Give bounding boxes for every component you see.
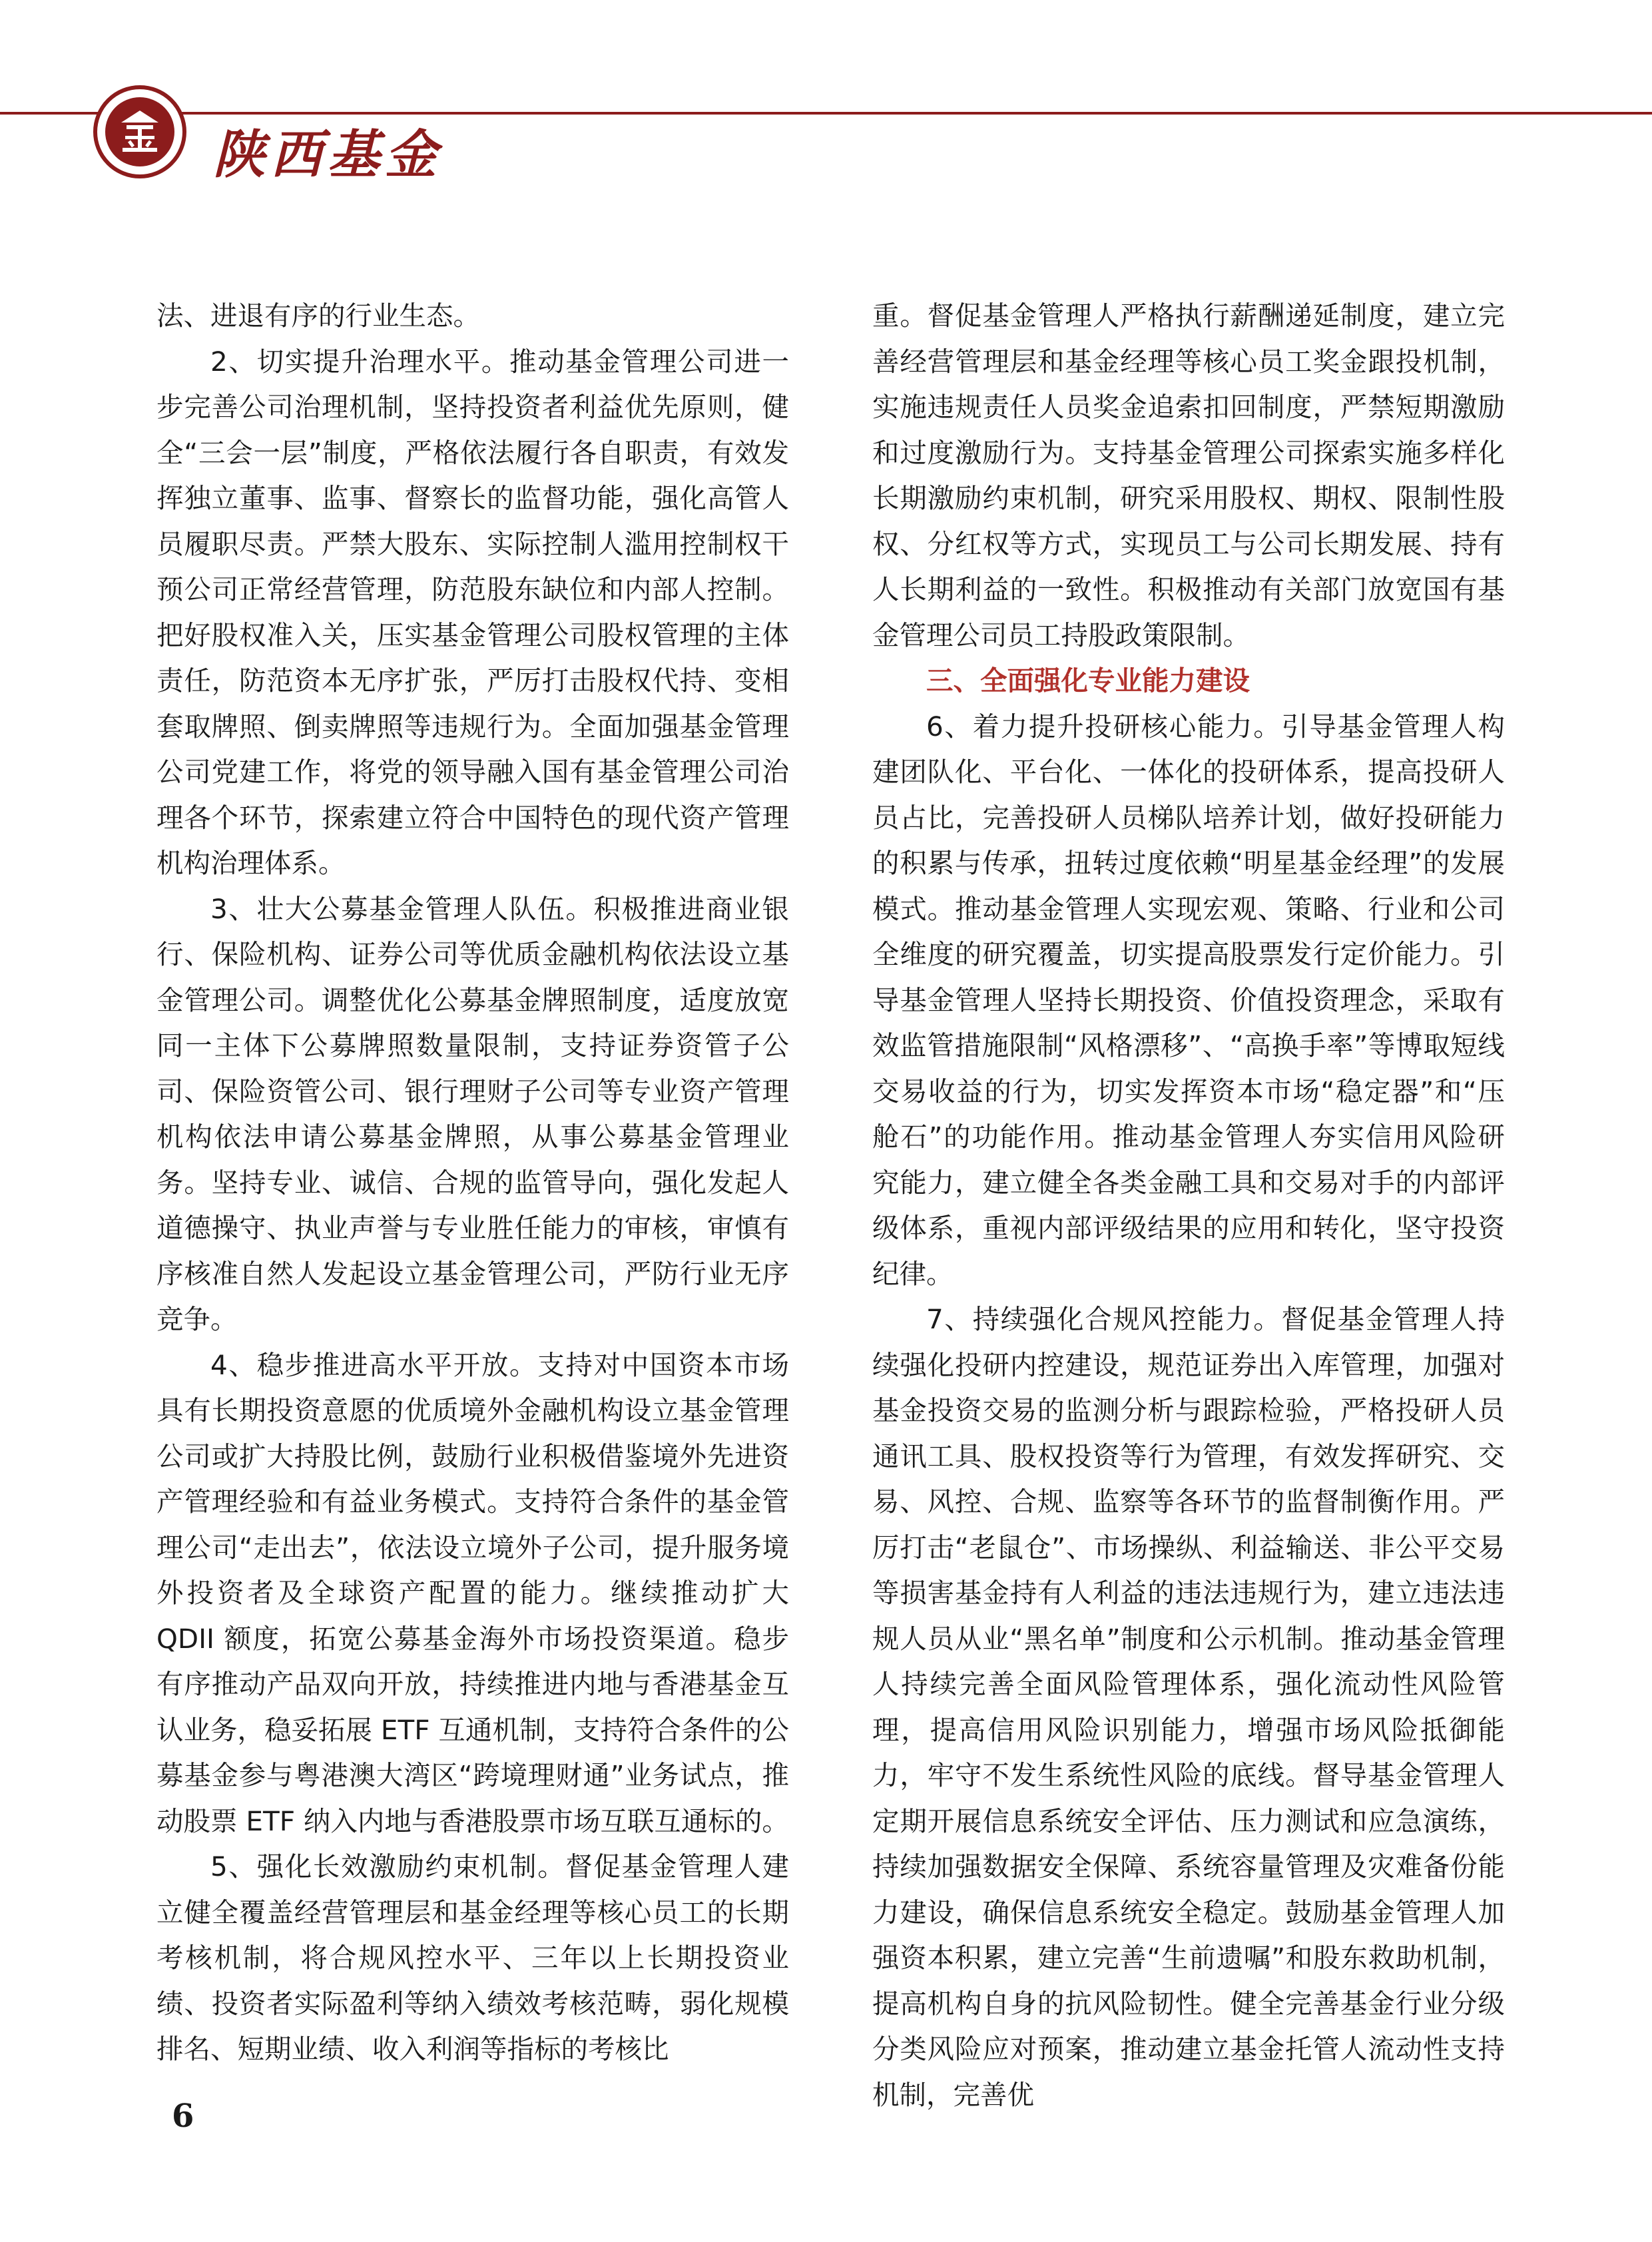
right-column (872, 293, 1505, 2117)
paragraph-item-4: 4、稳步推进高水平开放。支持对中国资本市场具有长期投资意愿的优质境外金融机构设立基金管理公司或扩大持股比例，鼓励行业积极借鉴境外先进资产管理经验和有益业务模式。支持符合条件的基金管理公司“走出去”，依法设立境外子公司，提升服务境外投资者及全球资产配置的能力。继续推动扩大 QDII 额度，拓宽公募基金海外市场投资渠道。稳步有序推动产品双向开放，持续推进内地与香港基金互认业务，稳妥拓展 ETF 互通机制，支持符合条件的公募基金参与粤港澳大湾区“跨境理财通”业务试点，推动股票 ETF 纳入内地与香港股票市场互联互通标的。 (156, 1348, 789, 1837)
section-heading: 三、全面强化专业能力建设 (926, 665, 1250, 697)
paragraph-item-7: 7、持续强化合规风控能力。督促基金管理人持续强化投研内控建设，规范证券出入库管理，加强对基金投资交易的监测分析与跟踪检验，严格投研人员通讯工具、股权投资等行为管理，有效发挥研究、交易、风控、合规、监察等各环节的监督制衡作用。严厉打击“老鼠仓”、市场操纵、利益输送、非公平交易等损害基金持有人利益的违法违规行为，建立违法违规人员从业“黑名单”制度和公示机制。推动基金管理人持续完善全面风险管理体系，强化流动性风险管理，提高信用风险识别能力，增强市场风险抵御能力，牢守不发生系统性风险的底线。督导基金管理人定期开展信息系统安全评估、压力测试和应急演练，持续加强数据安全保障、系统容量管理及灾难备份能力建设，确保信息系统安全稳定。鼓励基金管理人加强资本积累，建立完善“生前遗嘱”和股东救助机制，提高机构自身的抗风险韧性。健全完善基金行业分级分类风险应对预案，推动建立基金托管人流动性支持机制，完善优 (872, 1303, 1505, 2111)
logo-text: 陕西基金 (213, 125, 443, 185)
paragraph-continuation: 重。督促基金管理人严格执行薪酬递延制度，建立完善经营管理层和基金经理等核心员工奖金跟投机制，实施违规责任人员奖金追索扣回制度，严禁短期激励和过度激励行为。支持基金管理公司探索实施多样化长期激励约束机制，研究采用股权、期权、限制性股权、分红权等方式，实现员工与公司长期发展、持有人长期利益的一致性。积极推动有关部门放宽国有基金管理公司员工持股政策限制。 (872, 300, 1505, 651)
paragraph-item-6: 6、着力提升投研核心能力。引导基金管理人构建团队化、平台化、一体化的投研体系，提高投研人员占比，完善投研人员梯队培养计划，做好投研能力的积累与传承，扭转过度依赖“明星基金经理”的发展模式。推动基金管理人实现宏观、策略、行业和公司全维度的研究覆盖，切实提高股票发行定价能力。引导基金管理人坚持长期投资、价值投资理念，采取有效监管措施限制“风格漂移”、“高换手率”等博取短线交易收益的行为，切实发挥资本市场“稳定器”和“压舱石”的功能作用。推动基金管理人夯实信用风险研究能力，建立健全各类金融工具和交易对手的内部评级体系，重视内部评级结果的应用和转化，坚守投资纪律。 (872, 710, 1505, 1290)
paragraph-item-2: 2、切实提升治理水平。推动基金管理公司进一步完善公司治理机制，坚持投资者利益优先原则，健全“三会一层”制度，严格依法履行各自职责，有效发挥独立董事、监事、督察长的监督功能，强化高管人员履职尽责。严禁大股东、实际控制人滥用控制权干预公司正常经营管理，防范股东缺位和内部人控制。把好股权准入关，压实基金管理公司股权管理的主体责任，防范资本无序扩张，严厉打击股权代持、变相套取牌照、倒卖牌照等违规行为。全面加强基金管理公司党建工作，将党的领导融入国有基金管理公司治理各个环节，探索建立符合中国特色的现代资产管理机构治理体系。 (156, 345, 789, 879)
left-column (156, 293, 789, 2072)
paragraph-item-5: 5、强化长效激励约束机制。督促基金管理人建立健全覆盖经营管理层和基金经理等核心员工的长期考核机制，将合规风控水平、三年以上长期投资业绩、投资者实际盈利等纳入绩效考核范畴，弱化规模排名、短期业绩、收入利润等指标的考核比 (156, 1850, 789, 2065)
logo-seal-icon (93, 85, 186, 178)
paragraph-continuation: 法、进退有序的行业生态。 (156, 300, 480, 332)
page-number: 6 (172, 2098, 194, 2135)
paragraph-item-3: 3、壮大公募基金管理人队伍。积极推进商业银行、保险机构、证券公司等优质金融机构依法设立基金管理公司。调整优化公募基金牌照制度，适度放宽同一主体下公募牌照数量限制，支持证券资管子公司、保险资管公司、银行理财子公司等专业资产管理机构依法申请公募基金牌照，从事公募基金管理业务。坚持专业、诚信、合规的监管导向，强化发起人道德操守、执业声誉与专业胜任能力的审核，审慎有序核准自然人发起设立基金管理公司，严防行业无序竞争。 (156, 892, 789, 1335)
